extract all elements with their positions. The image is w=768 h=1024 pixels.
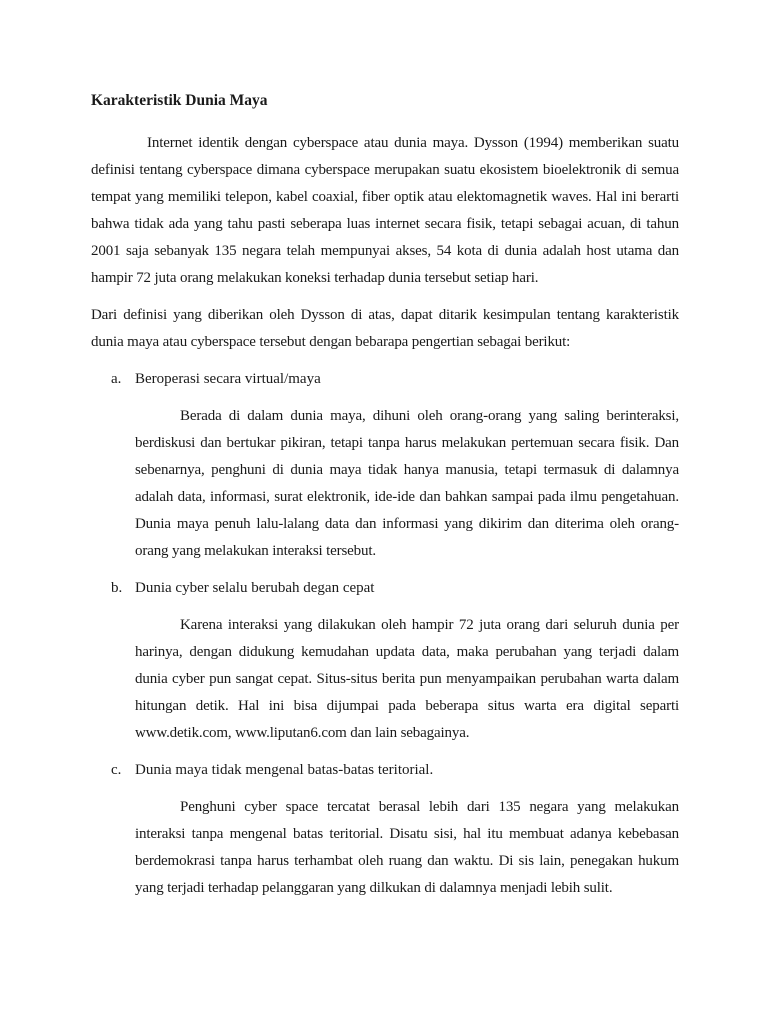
- list-marker: a.: [111, 371, 122, 387]
- list-item-body: Berada di dalam dunia maya, dihuni oleh orang-orang yang saling berinteraksi, berdiskusi dan bertukar pikiran, tetapi tanpa harus melakukan pertemuan secara fisik. Dan sebenarnya, penghuni di dunia maya tidak hanya manusia, tetapi termasuk di dalamnya adalah data, informasi, surat elektronik, ide-ide dan bahkan sampai pada ilmu pengetahuan. Dunia maya penuh lalu-lalang data dan informasi yang dikirim dan diterima oleh orang-orang yang melakukan interaksi tersebut.: [135, 408, 679, 559]
- list-marker: c.: [111, 762, 122, 778]
- list-marker: b.: [111, 580, 123, 596]
- document-title: Karakteristik Dunia Maya: [91, 92, 268, 109]
- list-item-heading: [111, 366, 679, 393]
- document-content: [91, 90, 679, 912]
- list-item-c: [111, 757, 679, 902]
- list-item-title: Dunia maya tidak mengenal batas-batas teritorial.: [135, 762, 434, 778]
- list-item-heading: [111, 757, 679, 784]
- list-item-title: Dunia cyber selalu berubah degan cepat: [135, 580, 375, 596]
- list-item-body: Penghuni cyber space tercatat berasal lebih dari 135 negara yang melakukan interaksi tanpa mengenal batas teritorial. Disatu sisi, hal itu membuat adanya kebebasan berdemokrasi tanpa harus terhambat oleh ruang dan waktu. Di sis lain, penegakan hukum yang terjadi terhadap pelanggaran yang dilkukan di dalamnya menjadi lebih sulit.: [135, 799, 679, 896]
- list-item-a: [111, 366, 679, 565]
- list-item-b: [111, 575, 679, 747]
- list-item-body: Karena interaksi yang dilakukan oleh hampir 72 juta orang dari seluruh dunia per harinya, dengan didukung kemudahan updata data, maka perubahan yang terjadi dalam dunia cyber pun sangat cepat. Situs-situs berita pun menyampaikan perubahan warta dalam hitungan detik. Hal ini bisa dijumpai pada beberapa situs warta era digital separti www.detik.com, www.liputan6.com dan lain sebagainya.: [135, 617, 679, 741]
- list-item-title: Beroperasi secara virtual/maya: [135, 371, 321, 387]
- intro-paragraph-2: Dari definisi yang diberikan oleh Dysson di atas, dapat ditarik kesimpulan tentang karakteristik dunia maya atau cyberspace tersebut dengan bebarapa pengertian sebagai berikut:: [91, 307, 679, 350]
- list-item-heading: [111, 575, 679, 602]
- intro-paragraph-1: Internet identik dengan cyberspace atau dunia maya. Dysson (1994) memberikan suatu definisi tentang cyberspace dimana cyberspace merupakan suatu ekosistem bioelektronik di semua tempat yang memiliki telepon, kabel coaxial, fiber optik atau elektomagnetik waves. Hal ini berarti bahwa tidak ada yang tahu pasti seberapa luas internet secara fisik, tetapi sebagai acuan, di tahun 2001 saja sebanyak 135 negara telah mempunyai akses, 54 kota di dunia adalah host utama dan hampir 72 juta orang melakukan koneksi terhadap dunia tersebut setiap hari.: [91, 135, 679, 286]
